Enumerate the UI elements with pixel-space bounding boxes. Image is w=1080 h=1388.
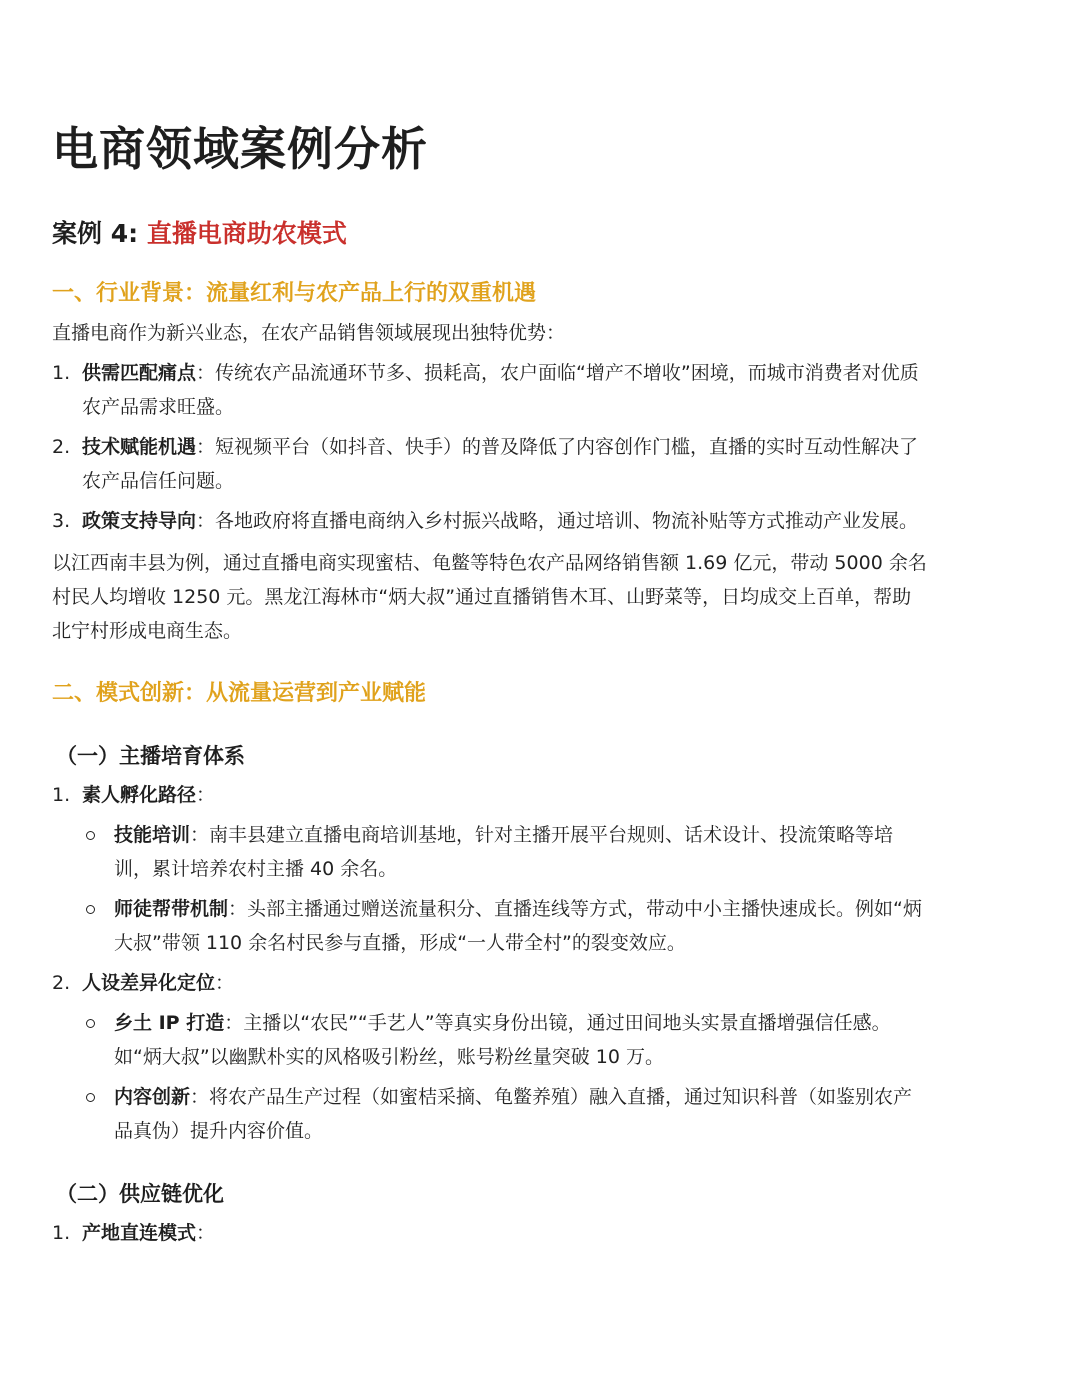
example-paragraph: 以江西南丰县为例，通过直播电商实现蜜桔、龟鳖等特色农产品网络销售额 1.69 亿元，带动 5000 余名村民人均增收 1250 元。黑龙江海林市“炳大叔”通过直播销售木耳、山野菜等，日均成交上百单，帮助北宁村形成电商生态。 [52,552,927,642]
circle-bullet-icon [86,831,95,840]
list-item-text: ：各地政府将直播电商纳入乡村振兴战略，通过培训、物流补贴等方式推动产业发展。 [196,510,919,532]
sub-list-item [82,1006,930,1074]
list-number: 2. [52,972,71,994]
list-item-text: ： [196,1222,216,1244]
sub-item-text: ：将农产品生产过程（如蜜桔采摘、龟鳖养殖）融入直播，通过知识科普（如鉴别农产品真伪）提升内容价值。 [114,1086,913,1142]
sub-list-item [82,1080,930,1148]
sub-list-item [82,892,930,960]
list-item [52,504,930,538]
circle-bullet-icon [86,1093,95,1102]
section-title-innovation: 二、模式创新：从流量运营到产业赋能 [52,681,427,706]
sub-item-label: 师徒帮带机制 [114,898,229,920]
sub-list [82,1006,930,1148]
list-item [52,1216,930,1250]
subsection-title-anchor-training: （一）主播培育体系 [56,744,245,768]
sub-list-item [82,818,930,886]
case-name: 直播电商助农模式 [146,219,347,248]
list-item [52,430,930,498]
list-item-label: 产地直连模式 [82,1222,197,1244]
list-item-label: 技术赋能机遇 [82,436,197,458]
list-number: 1. [52,1222,71,1244]
list-item-text: ： [196,784,216,806]
supply-chain-list [52,1216,930,1250]
case-prefix: 案例 4: [52,219,147,248]
anchor-training-list [52,778,930,1148]
list-number: 3. [52,510,71,532]
list-item [52,356,930,424]
sub-item-label: 内容创新 [114,1086,191,1108]
sub-list [82,818,930,960]
list-item [52,778,930,960]
list-number: 1. [52,362,71,384]
list-item-label: 人设差异化定位 [82,972,216,994]
list-item-label: 政策支持导向 [82,510,197,532]
section-intro: 直播电商作为新兴业态，在农产品销售领域展现出独特优势： [52,322,566,344]
subsection-title-supply-chain: （二）供应链优化 [56,1182,224,1206]
background-list [52,356,930,538]
circle-bullet-icon [86,1019,95,1028]
list-item-text: ：传统农产品流通环节多、损耗高，农户面临“增产不增收”困境，而城市消费者对优质农产品需求旺盛。 [82,362,919,418]
sub-item-text: ：头部主播通过赠送流量积分、直播连线等方式，带动中小主播快速成长。例如“炳大叔”带领 110 余名村民参与直播，形成“一人带全村”的裂变效应。 [114,898,922,954]
case-title [52,216,930,252]
sub-item-label: 技能培训 [114,824,191,846]
sub-item-text: ：南丰县建立直播电商培训基地，针对主播开展平台规则、话术设计、投流策略等培训，累计培养农村主播 40 余名。 [114,824,894,880]
list-item-text: ： [215,972,235,994]
list-item-label: 供需匹配痛点 [82,362,197,384]
circle-bullet-icon [86,905,95,914]
section-title-background: 一、行业背景：流量红利与农产品上行的双重机遇 [52,281,537,306]
list-item [52,966,930,1148]
page-title: 电商领域案例分析 [52,122,428,176]
list-number: 1. [52,784,71,806]
list-item-label: 素人孵化路径 [82,784,197,806]
sub-item-label: 乡土 IP 打造 [114,1012,225,1034]
list-number: 2. [52,436,71,458]
sub-item-text: ：主播以“农民”“手艺人”等真实身份出镜，通过田间地头实景直播增强信任感。如“炳大叔”以幽默朴实的风格吸引粉丝，账号粉丝量突破 10 万。 [114,1012,891,1068]
list-item-text: ：短视频平台（如抖音、快手）的普及降低了内容创作门槛，直播的实时互动性解决了农产品信任问题。 [82,436,919,492]
